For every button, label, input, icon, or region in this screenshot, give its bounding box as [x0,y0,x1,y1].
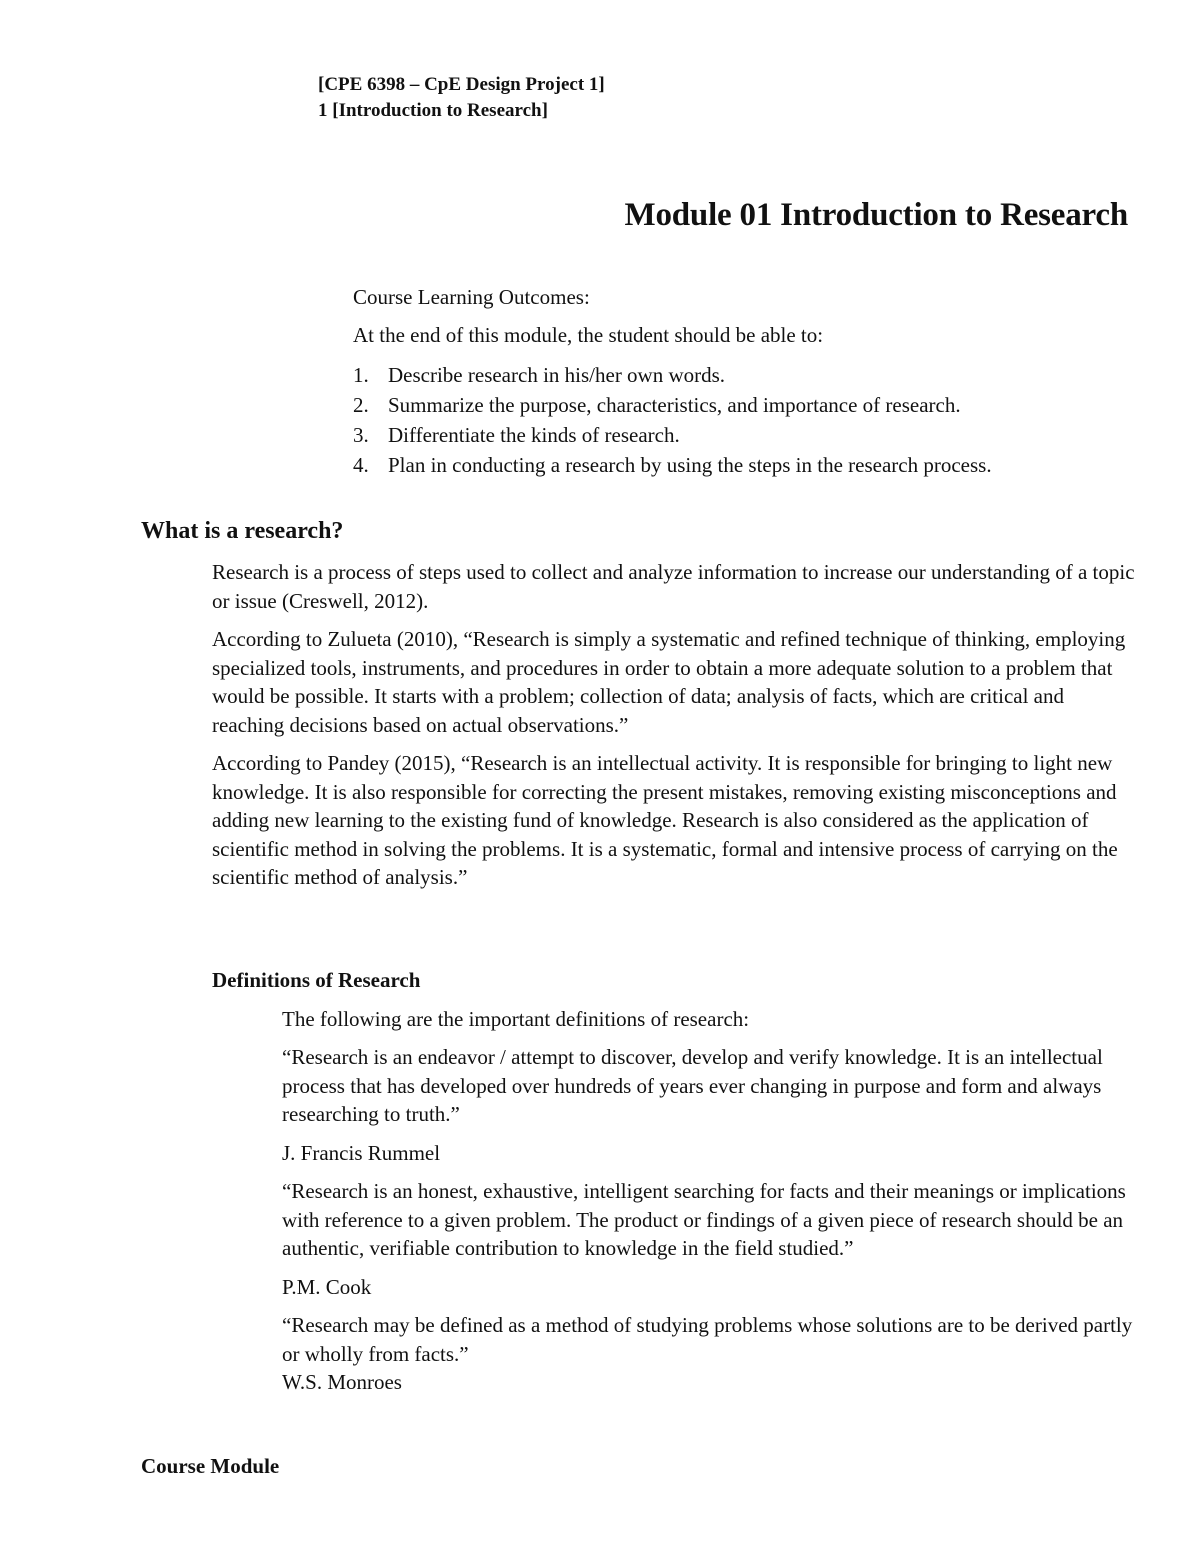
author-monroes: W.S. Monroes [282,1370,402,1394]
list-text: Plan in conducting a research by using the steps in the research process. [388,453,992,477]
list-number: 4. [353,453,369,477]
quote-monroes: “Research may be defined as a method of studying problems whose solutions are to be derived partly or wholly from facts.” [282,1313,1133,1366]
section-heading: What is a research? [141,518,344,544]
list-item [353,422,1133,452]
paragraph-creswell: Research is a process of steps used to collect and analyze information to increase our understanding of a topic or issue (Creswell, 2012). [212,560,1135,613]
quote-cook: “Research is an honest, exhaustive, intelligent searching for facts and their meanings or implications with reference to a given problem. The product or findings of a given piece of research should be an authentic, verifiable contribution to knowledge in the field studied.” [282,1179,1126,1260]
page-section-line: 1 [Introduction to Research] [318,100,548,121]
list-item [353,362,1133,392]
list-number: 2. [353,393,369,417]
learning-outcomes [353,284,1133,482]
footer-course-module: Course Module [141,1454,280,1478]
list-text: Summarize the purpose, characteristics, and importance of research. [388,393,961,417]
list-item [353,392,1133,422]
author-rummel: J. Francis Rummel [282,1140,441,1165]
module-title: Module 01 Introduction to Research [624,197,1128,233]
definitions-heading: Definitions of Research [212,968,421,992]
quote-rummel: “Research is an endeavor / attempt to discover, develop and verify knowledge. It is an intellectual process that has developed over hundreds of years ever changing in purpose and form and always researching to truth.” [282,1045,1103,1126]
definitions-body [282,1005,1137,1397]
list-number: 1. [353,363,369,387]
page-header [318,72,605,124]
definitions-section [212,966,1137,1407]
author-cook: P.M. Cook [282,1274,372,1299]
outcomes-list [353,362,1133,482]
list-text: Describe research in his/her own words. [388,363,726,387]
definitions-intro: The following are the important definitions of research: [282,1006,750,1031]
outcomes-intro: At the end of this module, the student should be able to: [353,323,824,347]
list-item [353,452,1133,482]
paragraph-pandey: According to Pandey (2015), “Research is an intellectual activity. It is responsible for bringing to light new knowledge. It is also responsible for correcting the present mistakes, removing existing misconceptions and adding new learning to the existing fund of knowledge. Research is also considered as the application of scientific method in solving the problems. It is a systematic, formal and intensive process of carrying on the scientific method of analysis.” [212,751,1118,889]
paragraph-zulueta: According to Zulueta (2010), “Research is simply a systematic and refined technique of thinking, employing specialized tools, instruments, and procedures in order to obtain a more adequate solution to a problem that would be possible. It starts with a problem; collection of data; analysis of facts, which are critical and reaching decisions based on actual observations.” [212,627,1126,737]
list-text: Differentiate the kinds of research. [388,423,680,447]
section-body [212,558,1137,902]
course-code-line: [CPE 6398 – CpE Design Project 1] [318,74,605,95]
outcomes-label: Course Learning Outcomes: [353,285,590,309]
list-number: 3. [353,423,369,447]
